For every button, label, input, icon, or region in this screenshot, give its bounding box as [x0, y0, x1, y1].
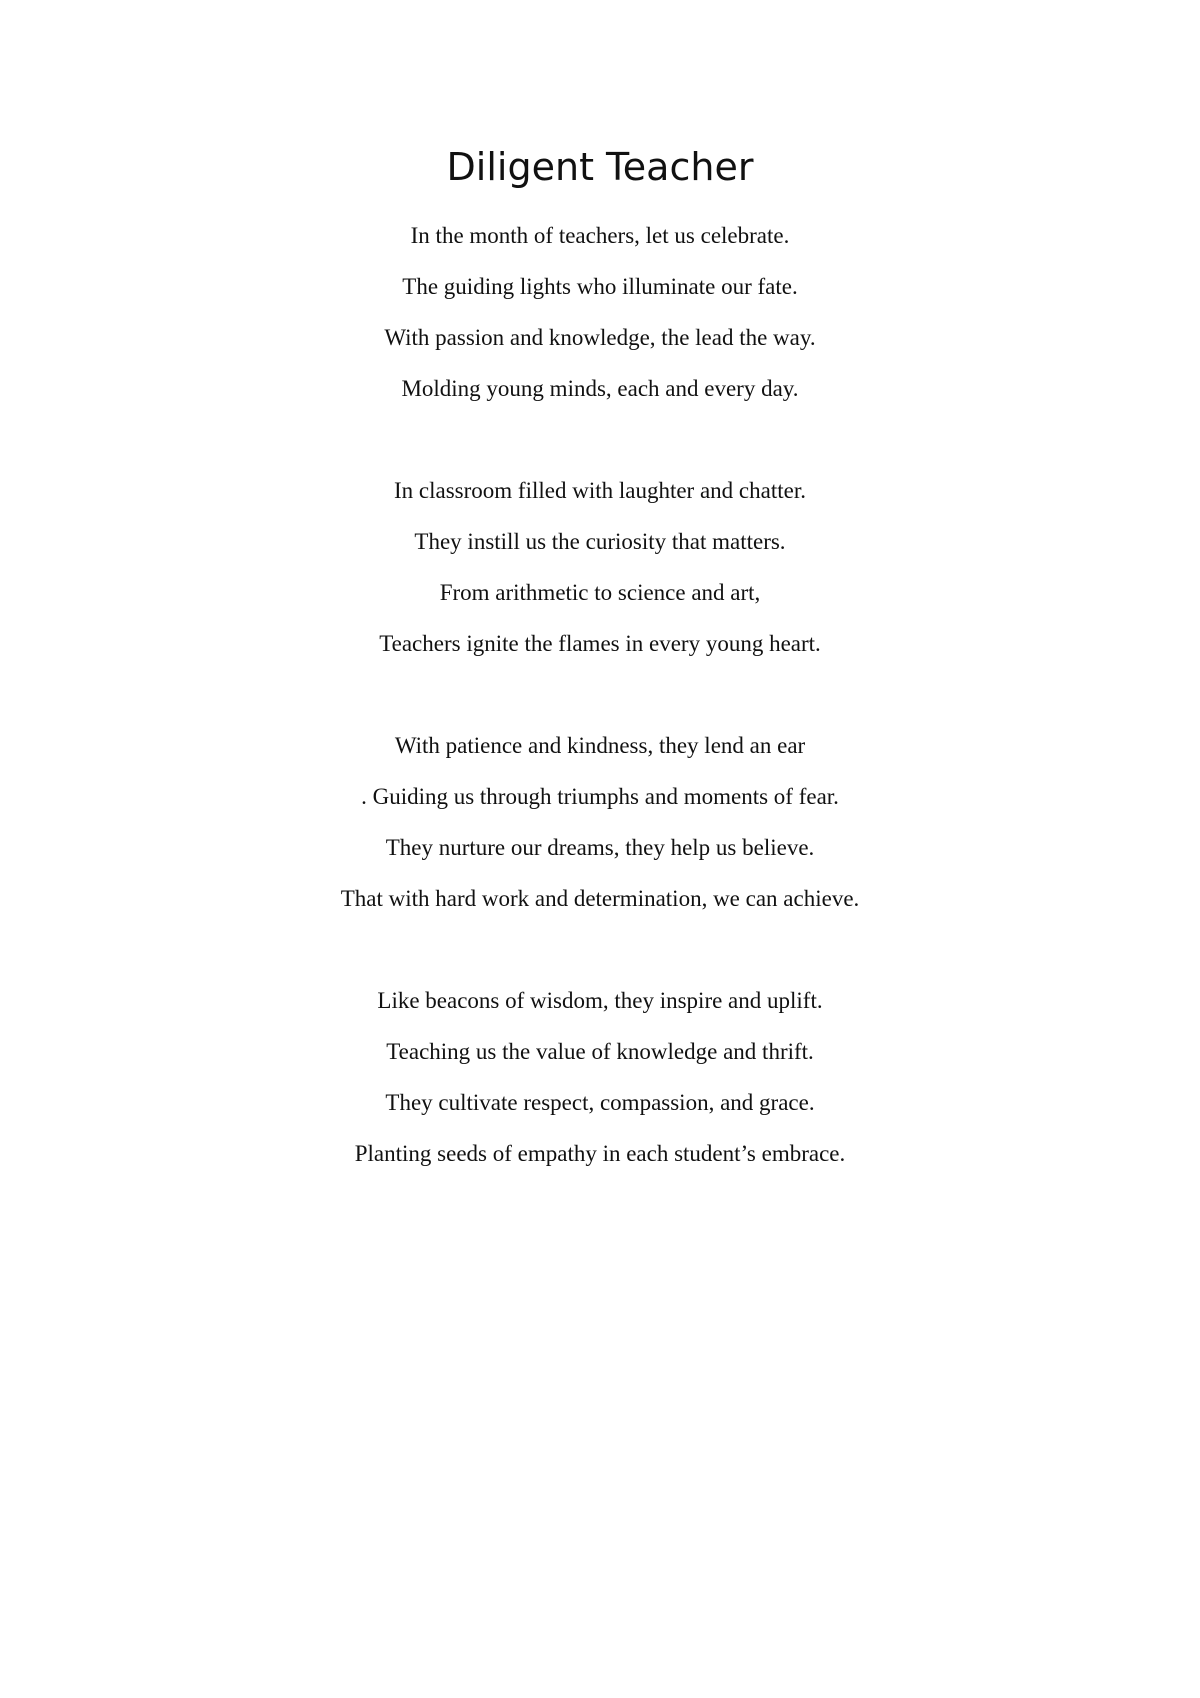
- poem-line: . Guiding us through triumphs and moments of fear.: [361, 784, 839, 809]
- poem-line: Molding young minds, each and every day.: [401, 376, 799, 401]
- poem-line: Teachers ignite the flames in every young heart.: [379, 631, 821, 656]
- poem-line: Teaching us the value of knowledge and thrift.: [386, 1039, 814, 1064]
- poem-line: That with hard work and determination, we can achieve.: [340, 886, 860, 911]
- poem-line: With patience and kindness, they lend an ear: [394, 733, 806, 758]
- poem-line: They cultivate respect, compassion, and grace.: [385, 1090, 815, 1115]
- poem-line: They instill us the curiosity that matters.: [414, 529, 786, 554]
- poem-line: The guiding lights who illuminate our fate.: [402, 274, 798, 299]
- poem-line: In the month of teachers, let us celebrate.: [410, 223, 790, 248]
- stanza-2: [0, 465, 1200, 669]
- poem-line: They nurture our dreams, they help us believe.: [385, 835, 815, 860]
- poem-title: Diligent Teacher: [446, 145, 754, 189]
- poem-line: With passion and knowledge, the lead the way.: [384, 325, 816, 350]
- poem-line: Planting seeds of empathy in each student’s embrace.: [354, 1141, 846, 1166]
- poem-line: From arithmetic to science and art,: [439, 580, 761, 605]
- stanza-4: [0, 975, 1200, 1179]
- stanza-3: [0, 720, 1200, 924]
- poem-line: In classroom filled with laughter and chatter.: [394, 478, 806, 503]
- poem-line: Like beacons of wisdom, they inspire and uplift.: [377, 988, 823, 1013]
- stanza-1: [0, 210, 1200, 414]
- poem-body: [0, 210, 1200, 1230]
